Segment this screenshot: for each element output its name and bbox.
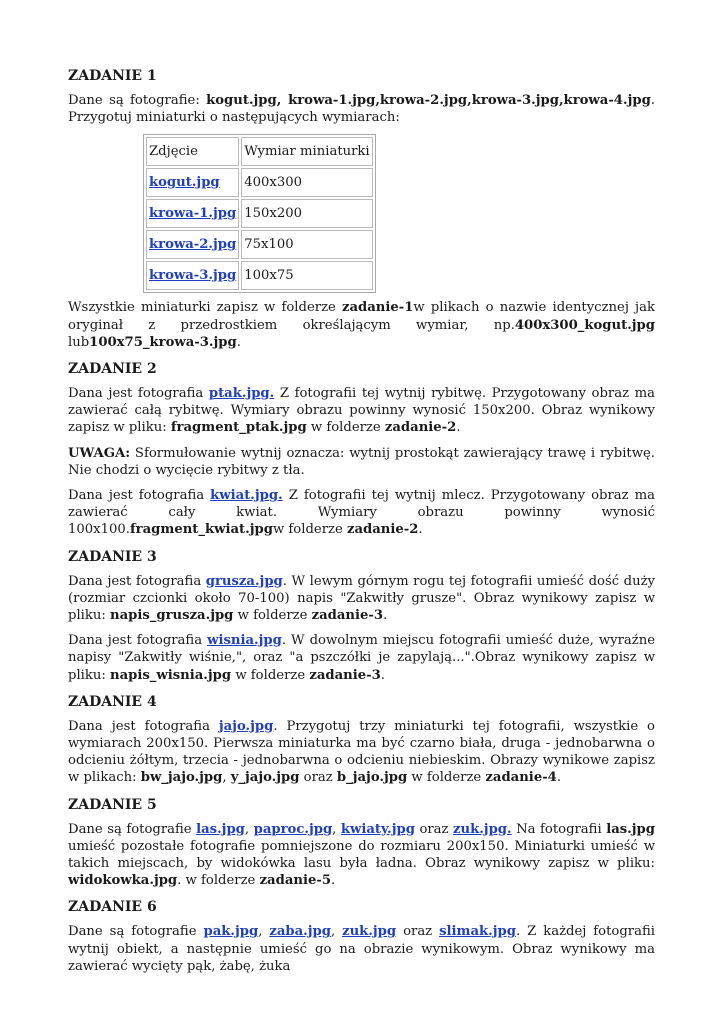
file-link[interactable]: zuk.jpg. bbox=[453, 821, 512, 837]
text: Dane są fotografie: bbox=[68, 93, 207, 108]
file-link[interactable]: jajo.jpg bbox=[218, 718, 274, 734]
text: . W dowolnym miejscu fotografii umieść duże, wyraźne napisy "Zakwitły wiśnie,", oraz "a pszczółki je zapylają...".Obraz wynikowy zapisz w pliku: bbox=[68, 633, 656, 683]
file-link[interactable]: krowa-3.jpg bbox=[149, 268, 237, 284]
table-header-cell: Wymiar miniaturki bbox=[241, 137, 372, 166]
text: w folderze bbox=[272, 522, 347, 538]
file-link[interactable]: paproc.jpg bbox=[253, 821, 333, 837]
text: . Przygotuj trzy miniaturki tej fotografii, wszystkie o wymiarach 200x150. Pierwsza miniaturka ma być czarno biała, druga - jednobarwna o odcieniu żółtym, trzecia - jednobarwna o odcieniu niebieskim. Obrazy wynikowe zapisz w plikach: bbox=[68, 718, 655, 786]
table-row bbox=[146, 168, 373, 197]
section-title-zadanie-5: ZADANIE 5 bbox=[68, 796, 157, 813]
section-title-zadanie-1: ZADANIE 1 bbox=[68, 68, 157, 84]
text: , bbox=[330, 924, 343, 940]
text: oraz bbox=[396, 924, 440, 940]
table-row bbox=[146, 199, 373, 228]
file-link[interactable]: kogut.jpg bbox=[149, 175, 220, 191]
text: oraz bbox=[299, 770, 337, 786]
file-link[interactable]: ptak.jpg. bbox=[208, 386, 275, 402]
file-link[interactable]: zaba.jpg bbox=[269, 924, 331, 940]
folder-name: zadanie-3 bbox=[311, 608, 384, 624]
text: Na fotografii bbox=[511, 821, 607, 837]
folder-name: zadanie-4 bbox=[485, 770, 557, 786]
table-cell: 150x200 bbox=[241, 199, 372, 228]
paragraph bbox=[68, 718, 655, 787]
text: . bbox=[380, 667, 385, 683]
thumbnail-size-table bbox=[143, 134, 376, 293]
folder-name: zadanie-3 bbox=[309, 667, 381, 683]
file-name: napis_wisnia.jpg bbox=[110, 667, 232, 683]
text: . W lewym górnym rogu tej fotografii umieść dość duży (rozmiar czcionki około 70-100) napis "Zakwitły grusze". Obraz wynikowy zapisz w pliku: bbox=[68, 573, 656, 624]
table-cell: 75x100 bbox=[241, 230, 372, 259]
section-title-zadanie-4: ZADANIE 4 bbox=[68, 693, 157, 710]
paragraph bbox=[68, 573, 655, 625]
file-link[interactable]: slimak.jpg bbox=[439, 924, 516, 940]
file-names: kogut.jpg, krowa-1.jpg,krowa-2.jpg,krowa-3.jpg,krowa-4.jpg bbox=[206, 93, 651, 108]
table-cell: 400x300 bbox=[241, 168, 372, 197]
text: . Z każdej fotografii wytnij obiekt, a następnie umieść go na obrazie wynikowym. Obraz wynikowy ma zawierać wycięty pąk, żabę, żuka bbox=[68, 924, 655, 974]
table-cell: 100x75 bbox=[241, 261, 372, 290]
file-link[interactable]: las.jpg bbox=[196, 821, 245, 837]
text: . bbox=[383, 608, 388, 624]
text: w folderze bbox=[407, 770, 486, 786]
text: . bbox=[331, 873, 336, 889]
file-name: fragment_ptak.jpg bbox=[170, 420, 307, 436]
file-name: b_jajo.jpg bbox=[336, 770, 408, 786]
text: Z fotografii tej wytnij mlecz. Przygotowany obraz ma zawierać cały kwiat. Wymiary obrazu powinny wynosić 100x100. bbox=[68, 488, 655, 538]
file-name: napis_grusza.jpg bbox=[110, 608, 234, 624]
text: , bbox=[332, 821, 341, 837]
text: . bbox=[236, 334, 241, 350]
text: Dane są fotografie bbox=[68, 924, 204, 940]
table-row bbox=[146, 230, 373, 259]
file-link[interactable]: zuk.jpg bbox=[342, 924, 397, 940]
file-link[interactable]: grusza.jpg bbox=[205, 573, 283, 589]
paragraph bbox=[68, 821, 655, 890]
text: , bbox=[222, 770, 231, 786]
file-link[interactable]: kwiat.jpg. bbox=[210, 488, 283, 504]
folder-name: zadanie-2 bbox=[384, 420, 457, 436]
text: Dana jest fotografia bbox=[68, 718, 219, 734]
paragraph bbox=[68, 487, 655, 539]
text: lub bbox=[68, 334, 90, 350]
file-name: 100x75_krowa-3.jpg bbox=[89, 334, 237, 350]
text: Z fotografii tej wytnij rybitwę. Przygotowany obraz ma zawierać całą rybitwę. Wymiary obrazu powinny wynosić 150x200. Obraz wynikowy zapisz w pliku: bbox=[68, 386, 656, 436]
file-name: 400x300_kogut.jpg bbox=[514, 317, 655, 333]
file-name: y_jajo.jpg bbox=[230, 770, 300, 786]
text: . bbox=[456, 420, 461, 436]
text: , bbox=[258, 924, 270, 940]
text: . bbox=[418, 522, 423, 538]
file-link[interactable]: wisnia.jpg bbox=[207, 633, 282, 649]
paragraph bbox=[68, 92, 655, 126]
text: . Przygotuj miniaturki o następujących wymiarach: bbox=[68, 93, 655, 126]
text: Dana jest fotografia bbox=[68, 573, 206, 589]
folder-name: zadanie-5 bbox=[259, 873, 331, 889]
text: Wszystkie miniaturki zapisz w folderze bbox=[68, 300, 342, 316]
section-title-zadanie-6: ZADANIE 6 bbox=[68, 899, 157, 916]
text: Dane są fotografie bbox=[68, 821, 197, 837]
text: , bbox=[244, 821, 254, 837]
file-link[interactable]: kwiaty.jpg bbox=[340, 821, 415, 837]
section-title-zadanie-3: ZADANIE 3 bbox=[68, 548, 157, 565]
file-link[interactable]: krowa-1.jpg bbox=[149, 206, 237, 222]
text: oraz bbox=[414, 821, 453, 837]
table-header-row bbox=[146, 137, 373, 166]
text: . bbox=[556, 770, 562, 786]
folder-name: zadanie-2 bbox=[346, 522, 419, 538]
text: . w folderze bbox=[177, 873, 260, 889]
text: umieść pozostałe fotografie pomniejszone do rozmiaru 200x150. Miniaturki umieść w takich miejscach, by widokówka lasu była ładna. Obraz wynikowy zapisz w pliku: bbox=[68, 838, 655, 872]
text: w folderze bbox=[306, 420, 385, 436]
table-cell bbox=[146, 230, 239, 259]
document-page bbox=[68, 66, 655, 983]
table-cell bbox=[146, 168, 239, 197]
paragraph bbox=[68, 923, 655, 975]
file-name: las.jpg bbox=[606, 821, 655, 837]
note-label: UWAGA: bbox=[68, 445, 131, 461]
text: Dana jest fotografia bbox=[68, 488, 211, 504]
table-header-cell: Zdjęcie bbox=[146, 137, 239, 166]
file-name: widokowka.jpg bbox=[68, 873, 178, 889]
text: Dana jest fotografia bbox=[68, 386, 209, 402]
paragraph bbox=[68, 299, 655, 351]
table-row bbox=[146, 261, 373, 290]
text: w plikach o nazwie identycznej jak oryginał z przedrostkiem określającym wymiar, np. bbox=[68, 300, 655, 333]
text: Dana jest fotografia bbox=[68, 633, 208, 649]
file-link[interactable]: pak.jpg bbox=[203, 924, 259, 940]
table-cell bbox=[146, 199, 239, 228]
note-paragraph bbox=[68, 445, 655, 479]
table-cell bbox=[146, 261, 239, 290]
section-title-zadanie-2: ZADANIE 2 bbox=[68, 361, 157, 378]
paragraph bbox=[68, 385, 655, 437]
text: Sformułowanie wytnij oznacza: wytnij prostokąt zawierający trawę i rybitwę. Nie chodzi o wycięcie rybitwy z tła. bbox=[68, 445, 655, 478]
text: w folderze bbox=[233, 608, 312, 624]
text: w folderze bbox=[231, 667, 310, 683]
file-name: bw_jajo.jpg bbox=[140, 770, 223, 786]
file-name: fragment_kwiat.jpg bbox=[129, 522, 273, 538]
file-link[interactable]: krowa-2.jpg bbox=[149, 237, 237, 253]
paragraph bbox=[68, 632, 655, 684]
folder-name: zadanie-1 bbox=[341, 300, 414, 316]
